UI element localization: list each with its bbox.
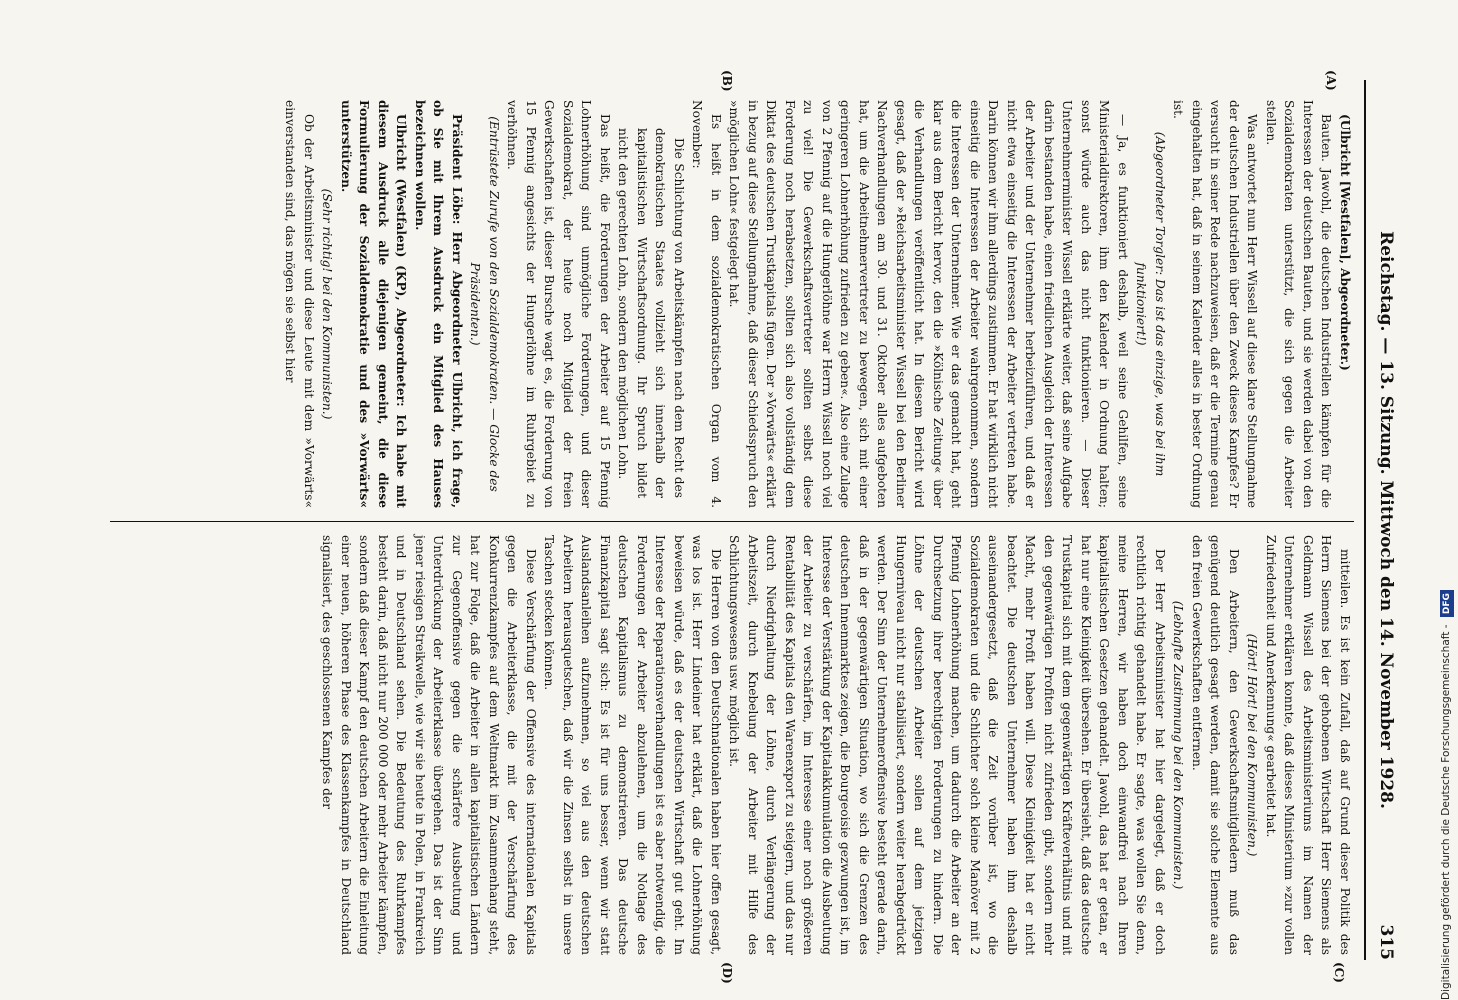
body-paragraph: Es heißt in dem sozialdemokratischen Organ vom 4. November: [690,100,723,508]
running-head: Reichstag. — 13. Sitzung. Mittwoch den 14. November 1928. [1376,231,1396,809]
margin-letter-d: (D) [720,962,734,984]
interjection: (Abgeordneter Torgler: Das ist das einzige, was bei ihm funktioniert!) [1134,131,1167,477]
interjection: (Hört! Hört! bei den Kommunisten.) [1245,633,1260,857]
body-paragraph: Die Herren von den Deutschnationalen haben hier offen gesagt, was los ist. Herr Lindeiner hat erklärt, daß die Lohnerhöhung beweisen würde, daß es der deutschen Wirtschaft gut geht. Im Interesse der Reparationsverhandlungen ist es aber notwendig, die Forderungen der Arbeiter abzulehnen, um die Notlage des deutschen Kapitalismus zu demonstrieren. Das deutsche Finanzkapital sagt sich: Es ist für uns besser, wenn wir statt Auslandsanleihen aufzunehmen, so viel aus den deutschen Arbeitern herausquetschen, daß wir die Zinsen selbst in unsere Taschen stecken können. [542,535,723,955]
column-divider [110,521,1354,522]
block-quote: Die Schlichtung von Arbeitskämpfen nach dem Recht des demokratischen Staates vollzieht sich innerhalb der kapitalistischen Wirtschaftsordnung. Ihr Spruch bildet nicht den gerechten Lohn, sondern den möglichen Lohn. [616,128,686,498]
speaker-paragraph: Präsident Löbe: Herr Abgeordneter Ulbricht, ich frage, ob Sie mit Ihrem Ausdruck ein Mitglied des Hauses bezeichnen wollen. [413,100,464,508]
interjection: (Entrüstete Zurufe von den Sozialdemokraten. — Glocke des Präsidenten.) [468,116,501,492]
digitization-credit [1434,0,1458,1000]
body-paragraph: Bauten. Jawohl, die deutschen Industriellen kämpfen für die Interessen der deutschen Bauten, und sie werden dabei von den Sozialdemokraten unterstützt, die sich gegen die Arbeiter stellen. [1264,100,1334,508]
page-header [1364,80,1406,960]
body-paragraph: mitteilen. Es ist kein Zufall, daß auf Grund dieser Politik des Herrn Siemens bei der gehobenen Wirtschaft Herr Siemens als Geldmann Wissell des Arbeitsministeriums im Namen der Unternehmer erklären konnte, daß dieses Ministerium »zur vollen Zufriedenheit und Anerkennung« gearbeitet hat. [1264,535,1352,955]
body-paragraph: Ob der Arbeitsminister und diese Leute mit dem »Vorwärts« einverstanden sind, das mögen sie selbst hier [283,100,316,508]
margin-letter-b: (B) [720,70,734,92]
interjection: (Sehr richtig! bei den Kommunisten.) [320,188,335,420]
margin-letter-a: (A) [1324,70,1338,91]
dfg-logo: DFG [1440,590,1454,617]
speaker-paragraph: (Ulbricht [Westfalen], Abgeordneter.) [1338,114,1352,371]
right-column [110,535,1354,955]
interjection: (Lebhafte Zustimmung bei den Kommunisten.) [1171,600,1186,890]
left-column [110,100,1354,508]
body-paragraph: Das heißt, die Forderungen der Arbeiter auf 15 Pfennig Lohnerhöhung sind unmögliche Forderungen, und dieser Sozialdemokrat, der heute noch Mitglied der freien Gewerkschaften ist, dieser Bursche wagt es, die Forderung von 15 Pfennig angesichts der Hungerlöhne im Ruhrgebiet zu verhöhnen. [505,100,612,508]
body-paragraph: — Ja, es funktioniert deshalb, weil seine Gehilfen, seine Ministerialdirektoren, ihm den Kalender in Ordnung halten; sonst würde auch das nicht funktionieren. — Dieser Unternehmerminister Wissell erklärte weiter, daß seine Aufgabe darin bestanden habe, einen friedlichen Ausgleich der Interessen der Arbeiter und der Unternehmer herbeizuführen, und daß er nicht etwa einseitig die Interessen der Arbeiter vertreten habe. Darin können wir ihm allerdings zustimmen. Er hat wirklich nicht einseitig die Interessen der Arbeiter wahrgenommen, sondern die Interessen der Unternehmer. Wie er das gemacht hat, geht klar aus dem Bericht hervor, den die »Kölnische Zeitung« über die Verhandlungen veröffentlicht hat. In diesem Bericht wird gesagt, daß der »Reichsarbeitsminister Wissell bei den Berliner Nachverhandlungen am 30. und 31. Oktober alles aufgeboten hat, um die Arbeitnehmervertreter zu bewegen, sich mit einer geringeren Lohnerhöhung zufrieden zu geben«. Also eine Zulage von 2 Pfennig auf die Hungerlöhne war Herrn Wissell noch viel zu viel! Die Gewerkschaftsvertreter sollten selbst diese Forderung noch herabsetzen, sollten sich also vollständig dem Diktat des deutschen Trustkapitals fügen. Der »Vorwärts« erklärt in bezug auf diese Stellungnahme, daß dieser Schiedsspruch den »möglichen Lohn« festgelegt hat. [727,100,1130,508]
body-paragraph: Der Herr Arbeitsminister hat hier dargelegt, daß er doch rechtlich richtig gehandelt habe. Er sagte, was wollen Sie denn, meine Herren, wir haben doch einwandfrei nach Ihren kapitalistischen Gesetzen gehandelt. Jawohl, das hat er getan, er hat nur eine Kleinigkeit übersehen. Er übersieht, daß das deutsche Trustkapital sich mit dem gegenwärtigen Kräfteverhältnis und mit den gegenwärtigen Profiten nicht zufrieden gibt, sondern mehr Macht, mehr Profit haben will. Diese Kleinigkeit hat er nicht beachtet. Die deutschen Unternehmer haben ihm deshalb auseinandergesetzt, daß die Zeit vorüber ist, wo die Sozialdemokraten und die Schlichter solch kleine Manöver mit 2 Pfennig Lohnerhöhung machen, um dadurch die Arbeiter an der Durchsetzung ihrer berechtigten Forderungen zu hindern. Die Löhne der deutschen Arbeiter sollen auf dem jetzigen Hungerniveau nicht nur stabilisiert, sondern weiter herabgedrückt werden. Der Sinn der Unternehmeroffensive besteht gerade darin, daß in der gegenwärtigen Situation, wo sich die Grenzen des deutschen Innenmarktes zeigen, die Bourgeoisie gezwungen ist, im Interesse der Verstärkung der Kapitalakkumulation die Ausbeutung der Arbeiter zu verschärfen, im Interesse einer noch größeren Rentabilität des Kapitals den Warenexport zu steigern, und das nur durch Niedrighaltung der Löhne, durch Verlängerung der Arbeitszeit, durch Knebelung der Arbeiter mit Hilfe des Schlichtungswesens usw. möglich ist. [727,535,1167,955]
page-number: 315 [1376,924,1396,960]
body-paragraph: Diese Verschärfung der Offensive des internationalen Kapitals gegen die Arbeiterklasse, die mit der Verschärfung des Konkurrenzkampfes auf dem Weltmarkt im Zusammenhang steht, hat zur Folge, daß die Arbeiter in allen kapitalistischen Ländern zur Gegenoffensive gegen die schärfere Ausbeutung und Unterdrückung der Arbeiterklasse übergehen. Das ist der Sinn jener riesigen Streikwelle, wie wir sie heute in Polen, in Frankreich und in Deutschland sehen. Die Bedeutung des Ruhrkampfes besteht darin, daß nicht nur 200 000 oder mehr Arbeiter kämpfen, sondern daß dieser Kampf den deutschen Arbeitern die Einleitung einer neuen, höheren Phase des Klassenkampfes in Deutschland signalisiert, des geschlossenen Kampfes der [320,535,538,955]
credit-text: Digitalisierung gefördert durch die Deutsche Forschungsgemeinschaft - [1440,624,1452,1000]
body-paragraph: Was antwortet nun Herr Wissell auf diese klare Stellungnahme der deutschen Industriellen über den Zweck dieses Kampfes? Er versucht in seiner Rede nachzuweisen, daß er die Termine genau eingehalten hat, daß in seinem Kalender alles in bester Ordnung ist. [1171,100,1260,508]
body-paragraph: Den Arbeitern, den Gewerkschaftsmitgliedern muß das genügend deutlich gesagt werden, damit sie solche Elemente aus den freien Gewerkschaften entfernen. [1190,535,1241,955]
speaker-paragraph: Ulbricht (Westfalen) (KP), Abgeordneter: Ich habe mit diesem Ausdruck alle diejenigen gemeint, die diese Formulierung der Sozialdemokratie und des »Vorwärts« unterstützen. [339,100,409,508]
margin-letter-c: (C) [1332,962,1346,983]
